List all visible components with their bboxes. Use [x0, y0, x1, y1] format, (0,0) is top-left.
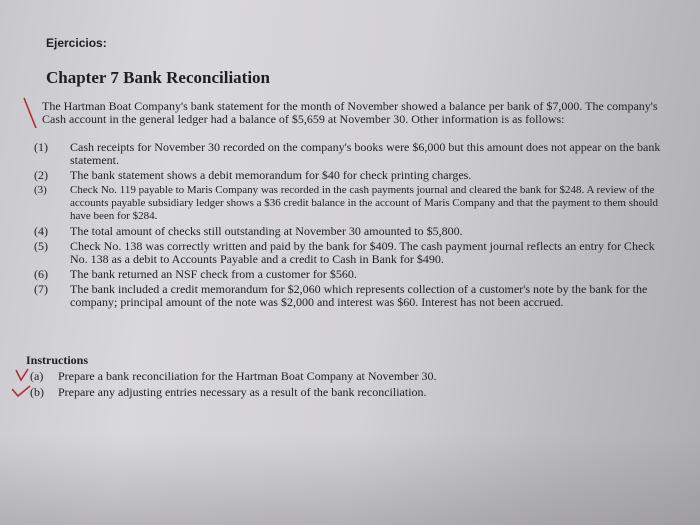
- instruction-item: (a) Prepare a bank reconciliation for the Hartman Boat Company at November 30.: [30, 369, 437, 383]
- instruction-item: (b) Prepare any adjusting entries necessary as a result of the bank reconciliation.: [30, 385, 427, 399]
- red-check-mark-b: [10, 383, 32, 399]
- instructions-title: Instructions: [26, 353, 89, 367]
- red-pen-mark-intro: [20, 94, 40, 134]
- instructions-section: [24, 353, 624, 399]
- list-item: (7) The bank included a credit memorandum for $2,060 which represents collection of a customer's note by the bank for the company; principal amount of the note was $2,000 and interest was $60. Interest has not been accrued.: [34, 282, 648, 309]
- chapter-title: Chapter 7 Bank Reconciliation: [46, 68, 271, 87]
- list-item: (5) Check No. 138 was correctly written and paid by the bank for $409. The cash payment journal reflects an entry for Check No. 138 as a debit to Accounts Payable and a credit to Cash in Bank for $490.: [34, 239, 655, 266]
- red-check-mark-a: [14, 367, 32, 383]
- list-item: (1) Cash receipts for November 30 recorded on the company's books were $6,000 but this amount does not appear on the bank statement.: [34, 140, 661, 167]
- exercise-label: Ejercicios:: [46, 36, 107, 50]
- list-item: (2) The bank statement shows a debit memorandum for $40 for check printing charges.: [34, 168, 472, 182]
- list-item: (3) Check No. 119 payable to Maris Company was recorded in the cash payments journal and cleared the bank for $248. A review of the accounts payable subsidiary ledger shows a $36 credit balance in the account of Maris Company and that the payment to them should have been for $284.: [34, 184, 659, 222]
- information-list: [34, 141, 674, 311]
- list-item: (4) The total amount of checks still outstanding at November 30 amounted to $5,800.: [34, 224, 463, 238]
- list-item: (6) The bank returned an NSF check from a customer for $560.: [34, 267, 357, 281]
- problem-intro: The Hartman Boat Company's bank statement for the month of November showed a balance per bank of $7,000. The company's Cash account in the general ledger had a balance of $5,659 at November 30. Other information is as follows:: [42, 99, 658, 126]
- page-shadow: [0, 435, 700, 525]
